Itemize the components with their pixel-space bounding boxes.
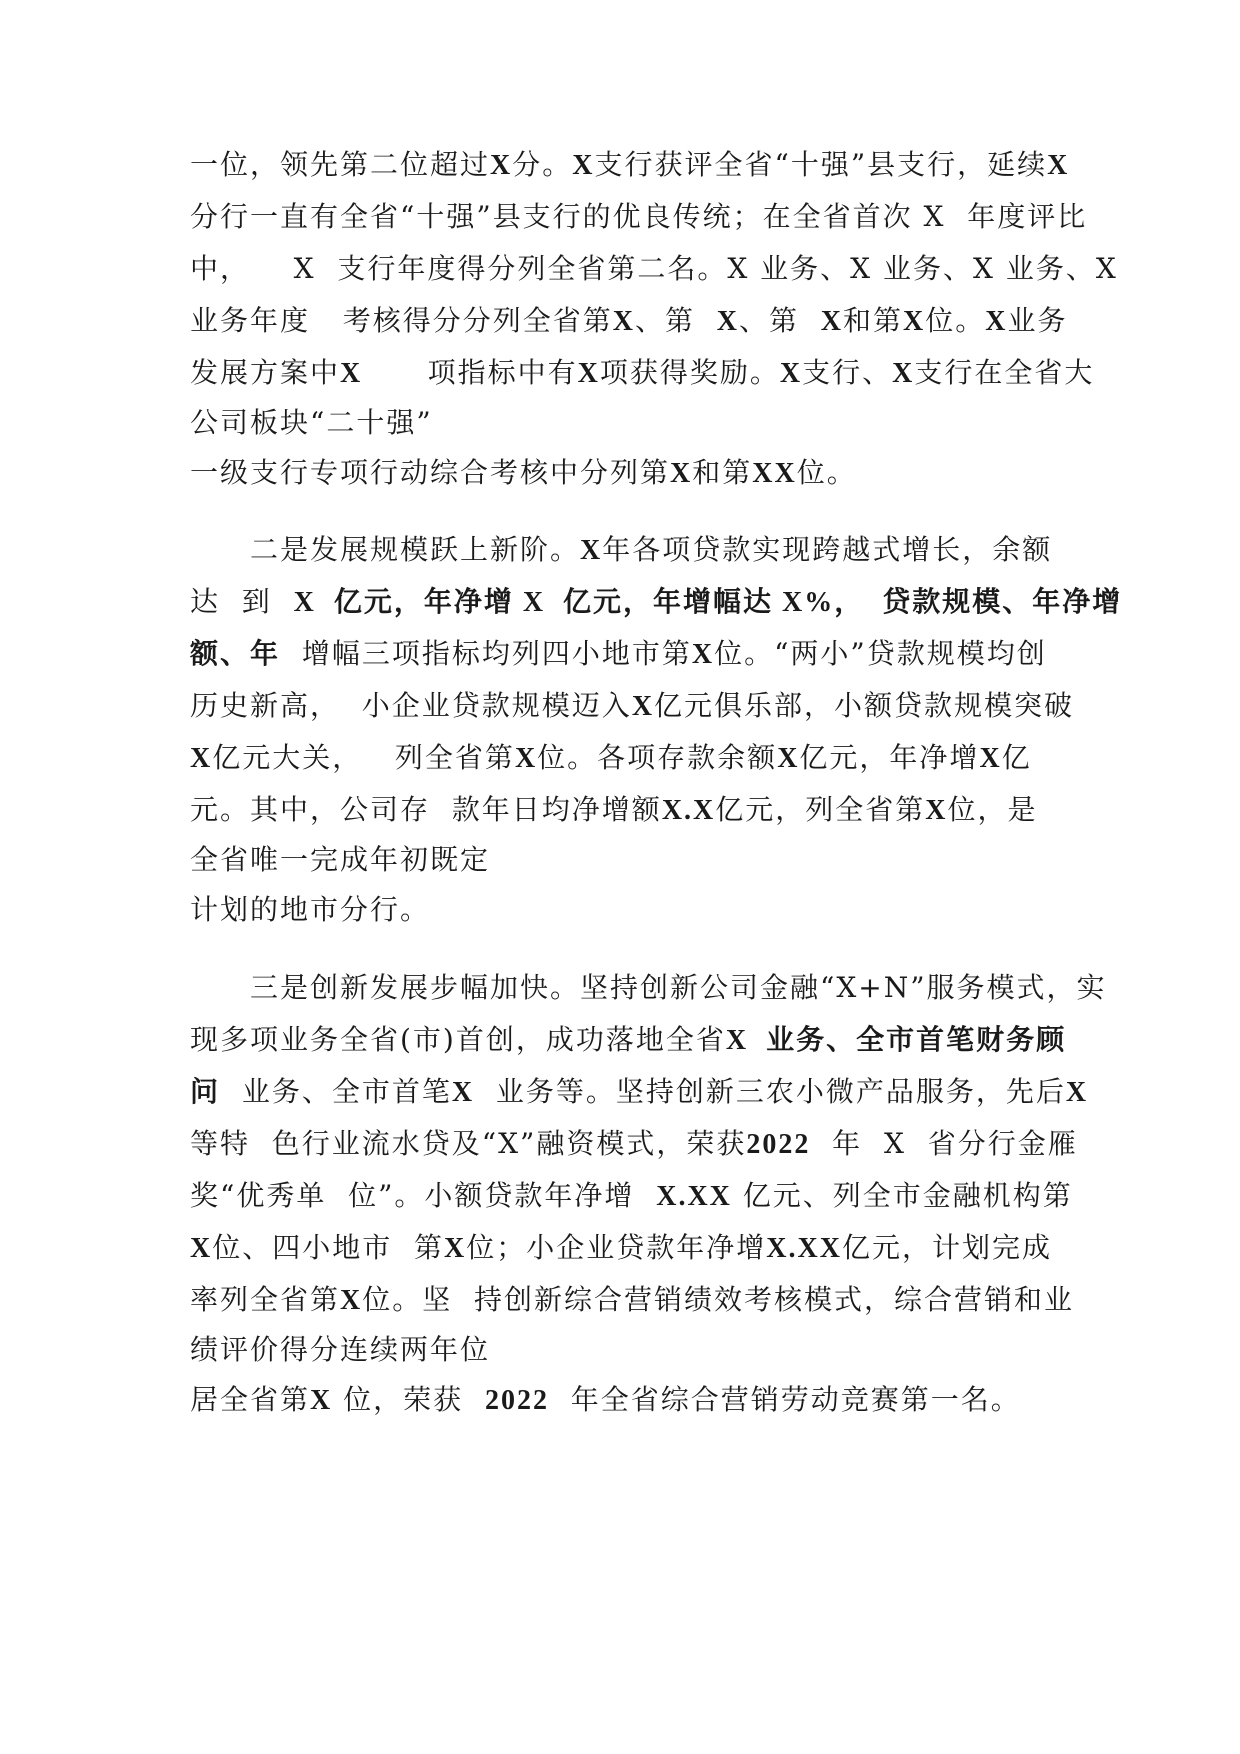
bold-text-run: X — [691, 639, 715, 670]
bold-text-run: X — [1047, 150, 1070, 181]
text-line — [190, 453, 857, 494]
text-line — [250, 530, 1052, 571]
text-run: 奖“优秀单 位”。小额贷款年净增 — [190, 1179, 657, 1212]
text-line — [190, 301, 1068, 342]
text-run: 项指标中有 — [362, 356, 578, 389]
text-run: 亿元大关， 列全省第 — [212, 741, 515, 774]
text-run: 年全省综合营销劳动竞赛第一名。 — [548, 1383, 1021, 1416]
text-line — [190, 1124, 1078, 1165]
bold-text-run: X — [190, 743, 213, 774]
bold-text-run: X — [514, 743, 538, 774]
text-run: 项获得奖励。 — [599, 356, 780, 389]
text-run: 元。其中，公司存 款年日均净增额 — [190, 793, 662, 826]
text-run: 亿 — [1001, 741, 1032, 774]
text-run: 率列全省第 — [190, 1283, 341, 1316]
bold-text-run: X — [490, 150, 513, 181]
bold-text-run: X — [716, 306, 739, 337]
bold-text-run: X — [903, 306, 926, 337]
bold-text-run: 额、年 — [190, 639, 281, 670]
text-run: 和第 — [843, 304, 904, 337]
text-run: 位，是 — [947, 793, 1038, 826]
bold-text-run: X — [779, 358, 803, 389]
bold-text-run: X — [777, 743, 800, 774]
text-run: 亿元俱乐部，小额贷款规模突破 — [654, 689, 1075, 722]
text-run: 亿元，计划完成 — [841, 1231, 1052, 1264]
bold-text-run: X.XX — [766, 1233, 842, 1264]
bold-text-run: X — [925, 795, 948, 826]
text-run: 支行在全省大 — [914, 356, 1095, 389]
text-line — [190, 686, 1074, 727]
bold-text-run: X — [572, 150, 595, 181]
bold-text-run: X — [577, 358, 600, 389]
text-run: 达 到 — [190, 585, 294, 618]
bold-text-run: X — [340, 358, 363, 389]
bold-text-run: XX — [752, 458, 797, 489]
text-run: 二是发展规模跃上新阶。 — [250, 533, 581, 566]
text-run: 业务等。坚持创新三农小微产品服务，先后 — [474, 1075, 1066, 1108]
text-run: 居全省第 — [190, 1383, 311, 1416]
text-run: 等特 色行业流水贷及“X”融资模式，荣获 — [190, 1127, 747, 1160]
text-line — [190, 1280, 1074, 1321]
text-run: 位。各项存款余额 — [537, 741, 778, 774]
text-line — [190, 1380, 1021, 1421]
text-run: 公司板块“二十强” — [190, 406, 433, 439]
bold-text-run: X — [820, 306, 844, 337]
text-run: 历史新高， 小企业贷款规模迈入 — [190, 689, 632, 722]
bold-text-run: X — [670, 458, 693, 489]
text-run: 业务 — [1007, 304, 1068, 337]
text-line — [190, 582, 1122, 623]
bold-text-run: X — [444, 1233, 467, 1264]
bold-text-run: X 亿元，年净增 X 亿元，年增幅达 X%， 贷款规模、年净增 — [293, 587, 1123, 618]
text-run: 年各项贷款实现跨越式增长，余额 — [602, 533, 1053, 566]
text-line — [190, 353, 1094, 394]
text-run: 三是创新发展步幅加快。坚持创新公司金融“X+N”服务模式，实 — [250, 971, 1107, 1004]
text-run: 年 X 省分行金雁 — [810, 1127, 1078, 1160]
text-line — [190, 197, 1087, 237]
bold-text-run: 2022 — [746, 1129, 811, 1160]
text-run: 中， X 支行年度得分列全省第二名。X 业务、X 业务、X 业务、X — [190, 252, 1118, 285]
text-run: 发展方案中 — [190, 356, 341, 389]
text-run: 亿元，列全省第 — [715, 793, 926, 826]
text-run: 亿元，年净增 — [799, 741, 980, 774]
bold-text-run: X — [340, 1285, 363, 1316]
text-line — [190, 890, 430, 930]
bold-text-run: X 业务、全市首笔财务顾 — [725, 1025, 1067, 1056]
text-run: 位。“两小”贷款规模均创 — [714, 637, 1047, 670]
bold-text-run: X — [892, 358, 915, 389]
bold-text-run: X — [580, 535, 603, 566]
text-run: 业务、全市首笔 — [220, 1075, 452, 1108]
bold-text-run: X — [979, 743, 1002, 774]
bold-text-run: X — [1065, 1077, 1089, 1108]
text-line — [190, 634, 1047, 675]
bold-text-run: X.XX — [656, 1181, 732, 1212]
text-run: 计划的地市分行。 — [190, 893, 431, 926]
text-run: 现多项业务全省(市)首创，成功落地全省 — [190, 1023, 726, 1056]
text-run: 一位，领先第二位超过 — [190, 148, 491, 181]
text-line — [190, 1330, 490, 1370]
text-line — [190, 840, 490, 880]
text-run: 和第 — [692, 456, 753, 489]
text-line — [190, 1176, 1073, 1217]
text-run: 绩评价得分连续两年位 — [190, 1333, 491, 1366]
text-run: 位、四小地市 第 — [212, 1231, 445, 1264]
text-run: 分。 — [512, 148, 573, 181]
bold-text-run: 2022 — [484, 1385, 549, 1416]
text-line — [190, 1072, 1088, 1113]
bold-text-run: X — [612, 306, 635, 337]
text-run: 全省唯一完成年初既定 — [190, 843, 491, 876]
bold-text-run: X — [985, 306, 1008, 337]
text-run: 一级支行专项行动综合考核中分列第 — [190, 456, 671, 489]
text-line — [190, 403, 433, 443]
text-run: 、第 — [738, 304, 821, 337]
text-run: 增幅三项指标均列四小地市第 — [280, 637, 692, 670]
bold-text-run: X — [310, 1385, 333, 1416]
text-run: 分行一直有全省“十强”县支行的优良传统；在全省首次 X 年度评比 — [190, 200, 1088, 233]
text-run: 位；小企业贷款年净增 — [466, 1231, 767, 1264]
text-line — [250, 968, 1107, 1008]
text-run: 支行获评全省“十强”县支行，延续 — [594, 148, 1048, 181]
text-run: 亿元、列全市金融机构第 — [731, 1179, 1073, 1212]
text-run: 业务年度 考核得分分列全省第 — [190, 304, 613, 337]
text-line — [190, 1020, 1066, 1061]
text-run: 、第 — [634, 304, 717, 337]
bold-text-run: 问 — [190, 1077, 221, 1108]
text-run: 位。 — [796, 456, 857, 489]
text-run: 位。 — [925, 304, 986, 337]
text-line — [190, 790, 1038, 831]
bold-text-run: X — [190, 1233, 213, 1264]
text-line — [190, 145, 1069, 186]
bold-text-run: X — [451, 1077, 475, 1108]
bold-text-run: X — [631, 691, 655, 722]
text-run: 位。坚 持创新综合营销绩效考核模式，综合营销和业 — [362, 1283, 1075, 1316]
text-run: 支行、 — [802, 356, 893, 389]
bold-text-run: X.X — [661, 795, 716, 826]
text-run: 位，荣获 — [332, 1383, 485, 1416]
text-line — [190, 249, 1118, 289]
text-line — [190, 1228, 1052, 1269]
text-line — [190, 738, 1032, 779]
